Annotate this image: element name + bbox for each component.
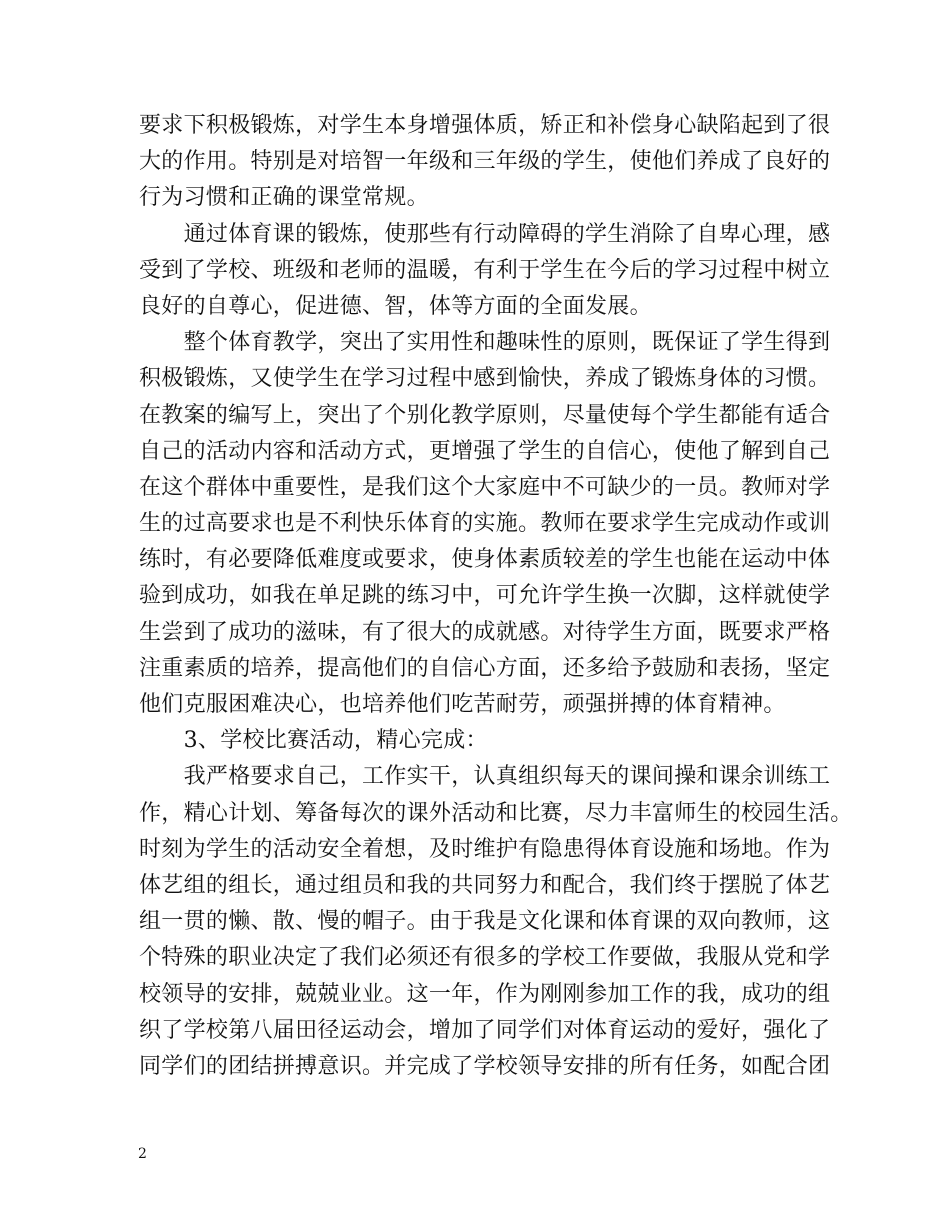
text-line: 在教案的编写上，突出了个别化教学原则，尽量使每个学生都能有适合 (139, 402, 831, 428)
body-text (139, 108, 853, 1085)
text-line: 我严格要求自己，工作实干，认真组织每天的课间操和课余训练工 (139, 764, 831, 790)
text-line: 在这个群体中重要性，是我们这个大家庭中不可缺少的一员。教师对学 (139, 474, 831, 500)
text-line: 时刻为学生的活动安全着想，及时维护有隐患得体育设施和场地。作为 (139, 836, 831, 862)
text-line: 行为习惯和正确的课堂常规。 (139, 185, 429, 211)
text-line: 良好的自尊心，促进德、智，体等方面的全面发展。 (139, 293, 652, 319)
text-line: 通过体育课的锻炼，使那些有行动障碍的学生消除了自卑心理，感 (139, 221, 831, 247)
text-line: 个特殊的职业决定了我们必须还有很多的学校工作要做，我服从党和学 (139, 945, 831, 971)
text-line: 校领导的安排，兢兢业业。这一年，作为刚刚参加工作的我，成功的组 (139, 981, 831, 1007)
text-line: 生的过高要求也是不利快乐体育的实施。教师在要求学生完成动作或训 (139, 511, 831, 537)
text-line: 同学们的团结拼搏意识。并完成了学校领导安排的所有任务，如配合团 (139, 1053, 831, 1079)
text-line: 注重素质的培养，提高他们的自信心方面，还多给予鼓励和表扬，坚定 (139, 655, 831, 681)
text-line: 受到了学校、班级和老师的温暖，有利于学生在今后的学习过程中树立 (139, 257, 831, 283)
text-line: 积极锻炼，又使学生在学习过程中感到愉快，养成了锻炼身体的习惯。 (139, 366, 831, 392)
text-line: 自己的活动内容和活动方式，更增强了学生的自信心，使他了解到自己 (139, 438, 831, 464)
text-line: 作，精心计划、筹备每次的课外活动和比赛，尽力丰富师生的校园生活。 (139, 800, 853, 826)
text-line: 生尝到了成功的滋味，有了很大的成就感。对待学生方面，既要求严格 (139, 619, 831, 645)
text-line: 练时，有必要降低难度或要求，使身体素质较差的学生也能在运动中体 (139, 547, 831, 573)
text-line: 大的作用。特别是对培智一年级和三年级的学生，使他们养成了良好的 (139, 149, 831, 175)
text-line: 要求下积极锻炼，对学生本身增强体质，矫正和补偿身心缺陷起到了很 (139, 113, 831, 138)
text-line: 织了学校第八届田径运动会，增加了同学们对体育运动的爱好，强化了 (139, 1017, 831, 1043)
text-line: 他们克服困难决心，也培养他们吃苦耐劳，顽强拼搏的体育精神。 (139, 692, 786, 717)
page-number: 2 (138, 1146, 147, 1162)
text-line: 验到成功，如我在单足跳的练习中，可允许学生换一次脚，这样就使学 (139, 583, 831, 609)
text-line: 组一贯的懒、散、慢的帽子。由于我是文化课和体育课的双向教师，这 (139, 909, 831, 935)
text-line: 体艺组的组长，通过组员和我的共同努力和配合，我们终于摆脱了体艺 (139, 872, 831, 898)
text-line: 整个体育教学，突出了实用性和趣味性的原则，既保证了学生得到 (139, 330, 831, 356)
section-heading: 3、学校比赛活动，精心完成： (139, 728, 488, 754)
